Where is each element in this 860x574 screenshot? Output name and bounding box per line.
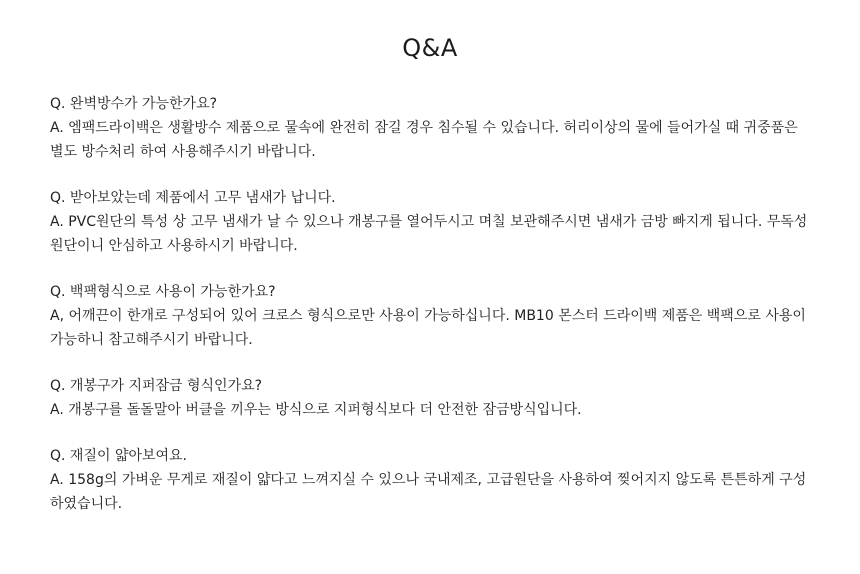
qa-item	[50, 444, 810, 516]
qa-item	[50, 280, 810, 352]
answer-text: A. 개봉구를 돌돌말아 버클을 끼우는 방식으로 지퍼형식보다 더 안전한 잠금방식입니다.	[50, 402, 582, 418]
question-text: Q. 받아보았는데 제품에서 고무 냄새가 납니다.	[50, 190, 336, 206]
answer-text: A. 158g의 가벼운 무게로 재질이 얇다고 느껴지실 수 있으나 국내제조, 고급원단을 사용하여 찢어지지 않도록 튼튼하게 구성하였습니다.	[50, 472, 807, 512]
answer-text: A. PVC원단의 특성 상 고무 냄새가 날 수 있으나 개봉구를 열어두시고 며칠 보관해주시면 냄새가 금방 빠지게 됩니다. 무독성 원단이니 안심하고 사용하시기 바랍니다.	[50, 214, 808, 254]
question-text: Q. 백팩형식으로 사용이 가능한가요?	[50, 284, 276, 300]
question-text: Q. 재질이 얇아보여요.	[50, 448, 188, 464]
qa-list	[50, 92, 810, 516]
answer-text: A. 엠팩드라이백은 생활방수 제품으로 물속에 완전히 잠길 경우 침수될 수 있습니다. 허리이상의 물에 들어가실 때 귀중품은 별도 방수처리 하여 사용해주시기 바랍니다.	[50, 120, 798, 160]
question-text: Q. 완벽방수가 가능한가요?	[50, 96, 218, 112]
question-text: Q. 개봉구가 지퍼잠금 형식인가요?	[50, 378, 263, 394]
qa-item	[50, 92, 810, 164]
answer-text: A, 어깨끈이 한개로 구성되어 있어 크로스 형식으로만 사용이 가능하십니다. MB10 몬스터 드라이백 제품은 백팩으로 사용이 가능하니 참고해주시기 바랍니다.	[50, 308, 806, 348]
qa-item	[50, 186, 810, 258]
page-title: Q&A	[402, 34, 458, 62]
qa-item	[50, 374, 810, 422]
